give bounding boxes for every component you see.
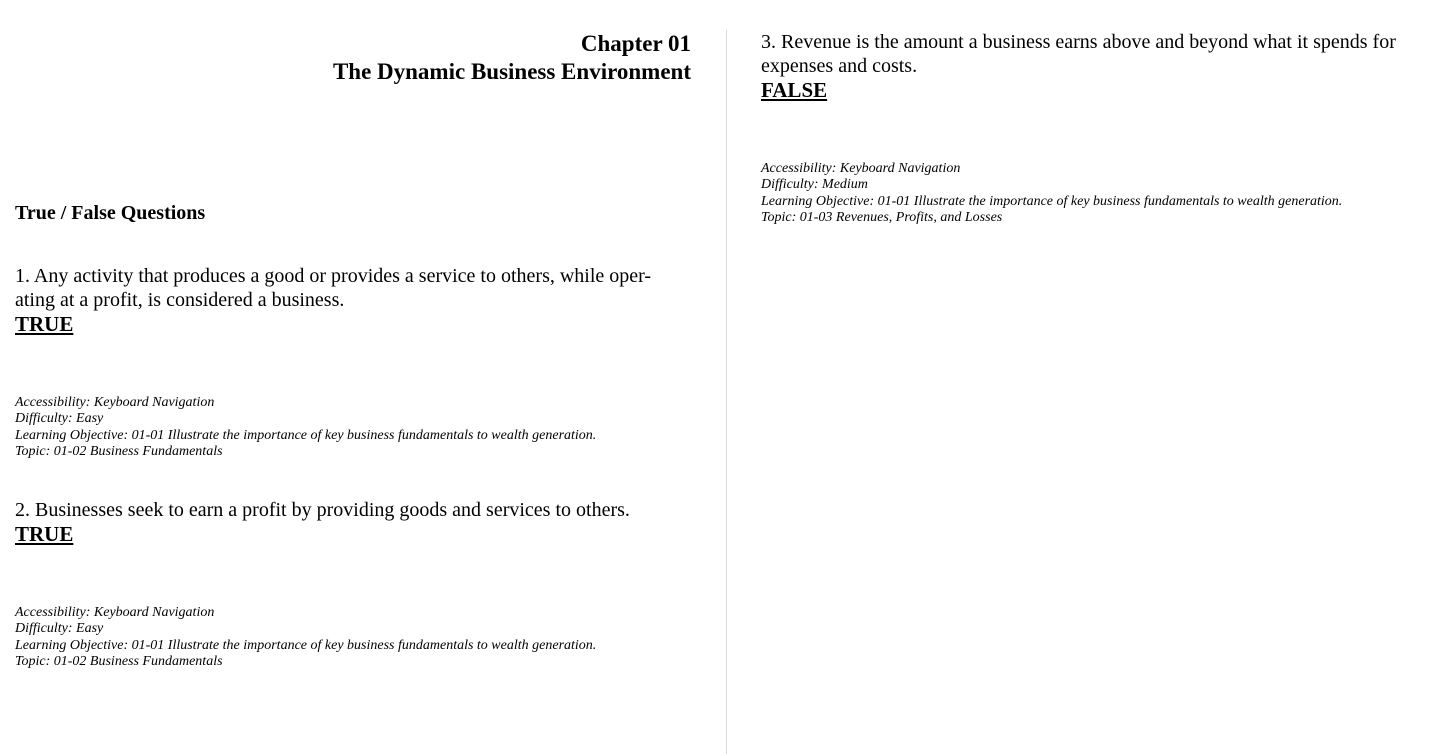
question-3-metadata <box>761 161 1342 226</box>
chapter-title: The Dynamic Business Environment <box>332 59 691 84</box>
question-1-metadata <box>15 395 596 460</box>
question-1 <box>15 264 691 337</box>
chapter-number: Chapter 01 <box>580 31 691 56</box>
chapter-heading <box>333 30 691 86</box>
question-2 <box>15 498 695 547</box>
question-2-metadata <box>15 605 596 670</box>
accessibility-note: Accessibility: Keyboard Navigation <box>761 161 961 176</box>
question-text: 3. Revenue is the amount a business earns above and beyond what it spends for expenses and costs. <box>761 31 1396 77</box>
left-page <box>15 0 695 754</box>
accessibility-note: Accessibility: Keyboard Navigation <box>15 395 215 410</box>
right-page <box>761 0 1433 754</box>
topic-note: Topic: 01-02 Business Fundamentals <box>15 653 223 669</box>
difficulty-note: Difficulty: Easy <box>15 621 104 637</box>
topic-note: Topic: 01-02 Business Fundamentals <box>15 443 223 459</box>
question-answer: TRUE <box>15 312 74 336</box>
difficulty-note: Difficulty: Medium <box>761 177 868 193</box>
learning-objective-note: Learning Objective: 01-01 Illustrate the importance of key business fundamentals to wealth generation. <box>15 427 597 443</box>
question-answer: FALSE <box>761 78 828 102</box>
column-divider <box>726 30 727 754</box>
learning-objective-note: Learning Objective: 01-01 Illustrate the importance of key business fundamentals to wealth generation. <box>761 193 1343 209</box>
question-3 <box>761 30 1429 103</box>
question-text: 2. Businesses seek to earn a profit by providing goods and services to others. <box>15 499 630 521</box>
question-text: 1. Any activity that produces a good or provides a service to others, while oper-ating at a profit, is considered a business. <box>15 265 652 311</box>
topic-note: Topic: 01-03 Revenues, Profits, and Losses <box>761 209 1003 225</box>
section-title: True / False Questions <box>15 202 206 224</box>
question-answer: TRUE <box>15 522 74 546</box>
accessibility-note: Accessibility: Keyboard Navigation <box>15 605 215 620</box>
difficulty-note: Difficulty: Easy <box>15 411 104 427</box>
learning-objective-note: Learning Objective: 01-01 Illustrate the importance of key business fundamentals to wealth generation. <box>15 637 597 653</box>
